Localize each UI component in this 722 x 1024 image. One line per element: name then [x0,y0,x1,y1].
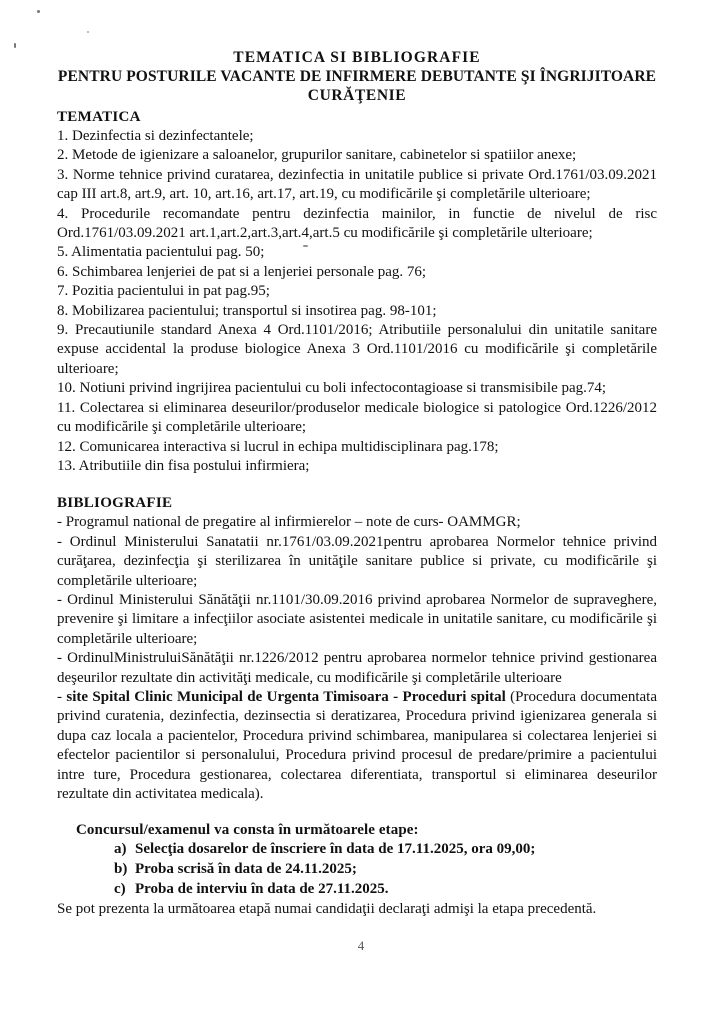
list-item: 9. Precautiunile standard Anexa 4 Ord.1101/2016; Atributiile personalului din unitatile sanitare expuse accidental la produse biologice Anexa 3 Ord.1101/2016 cu modificările şi completările ulterioare; [57,322,657,377]
list-item: 8. Mobilizarea pacientului; transportul si insotirea pag. 98-101; [57,302,437,319]
list-item: 10. Notiuni privind ingrijirea pacientului cu boli infectocontagioase si transmisibile pag.74; [57,380,607,397]
document-body [57,48,657,920]
list-item: 12. Comunicarea interactiva si lucrul in echipa multidisciplinara pag.178; [57,438,499,455]
list-item: - Ordinul Ministerului Sanatatii nr.1761/03.09.2021pentru aprobarea Normelor tehnice privind curăţarea, dezinfecţia şi sterilizarea în unităţile sanitare publice si private, cu modificările şi completările ulterioare; [57,533,657,589]
exam-stages-block [57,820,657,919]
document-header [57,48,657,105]
stage-marker: a) [114,841,127,858]
section-title-bibliografie: BIBLIOGRAFIE [57,495,173,512]
page-number: 4 [357,938,365,953]
bibliografie-list [57,513,657,804]
scan-speckle-icon [87,31,89,33]
list-item: 3. Norme tehnice privind curatarea, dezinfectia in unitatile publice si private Ord.1761/03.09.2021 cap III art.8, art.9, art. 10, art.16, art.17, art.19, cu modificările şi completările ulterioare; [57,166,657,203]
stage-text: Proba de interviu în data de 27.11.2025. [135,880,389,897]
site-item-bold: site Spital Clinic Municipal de Urgenta Timisoara - Proceduri spital [66,688,506,705]
site-item-prefix: - [57,688,67,705]
list-item: - OrdinulMinistruluiSănătăţii nr.1226/2012 pentru aprobarea normelor tehnice privind gestionarea deşeurilor rezultate din activităţi medicale, cu modificările şi completările ulterioare [57,650,657,686]
header-line-3: CURĂŢENIE [307,87,407,104]
list-item: 6. Schimbarea lenjeriei de pat si a lenjeriei personale pag. 76; [57,263,427,280]
stage-marker: b) [114,861,128,877]
site-item-rest: (Procedura documentata privind curatenia, dezinfectia, dezinsectia si deratizarea, Procedura privind igienizarea generala si dupa caz locala a pacientelor, Procedura privind schimbarea, manipularea si colectarea lenjeriei si efectelor pacientilor si personalului, Procedura privind procesul de predare/primire a pacientului intre ture, Procedura gestionarea, colectarea diferentiata, transportul si eliminarea deseurilor rezultate din activitatea medicala). [57,688,657,802]
list-item: 2. Metode de igienizare a saloanelor, grupurilor sanitare, cabinetelor si spatiilor anexe; [57,147,577,164]
list-item [114,880,657,900]
stage-marker: c) [114,880,126,897]
stage-text: Selecţia dosarelor de înscriere în data de 17.11.2025, ora 09,00; [135,841,536,858]
list-item: 4. Procedurile recomandate pentru dezinfectia mainilor, in functie de nivelul de risc Ord.1761/03.09.2021 art.1,art.2,art.3,art.4,art.5 cu modificările şi completările ulterioare; [57,205,657,242]
list-item: - Ordinul Ministerului Sănătăţii nr.1101/30.09.2016 privind aprobarea Normelor de supraveghere, prevenire şi limitare a infecţiilor asociate asistentei medicale in unitatile sanitare, cu modificările şi completările ulterioare; [57,591,657,647]
header-line-2: PENTRU POSTURILE VACANTE DE INFIRMERE DEBUTANTE ŞI ÎNGRIJITOARE [57,68,657,85]
header-line-1: TEMATICA SI BIBLIOGRAFIE [233,49,481,66]
tematica-list [57,127,657,476]
exam-stages-closing-note: Se pot prezenta la următoarea etapă numai candidaţii declaraţi admişi la etapa precedentă. [57,901,597,918]
scan-speckle-icon [37,10,40,13]
list-item: 7. Pozitia pacientului in pat pag.95; [57,283,270,300]
section-title-tematica: TEMATICA [57,109,141,125]
list-item [114,860,657,880]
list-item: 5. Alimentatia pacientului pag. 50; [57,244,265,261]
list-item: - Programul national de pregatire al infirmierelor – note de curs- OAMMGR; [57,514,521,531]
list-item: 11. Colectarea si eliminarea deseurilor/produselor medicale biologice si patologice Ord.1226/2012 cu modificările şi completările ulterioare; [57,399,657,436]
exam-stages-list [57,840,657,899]
list-item [114,840,657,860]
scan-speckle-icon [14,43,16,48]
list-item-site [57,688,657,804]
list-item: 1. Dezinfectia si dezinfectantele; [57,128,254,144]
exam-stages-title: Concursul/examenul va consta în următoarele etape: [76,822,419,839]
list-item: 13. Atributiile din fisa postului infirmiera; [57,457,310,474]
stage-text: Proba scrisă în data de 24.11.2025; [135,861,357,877]
